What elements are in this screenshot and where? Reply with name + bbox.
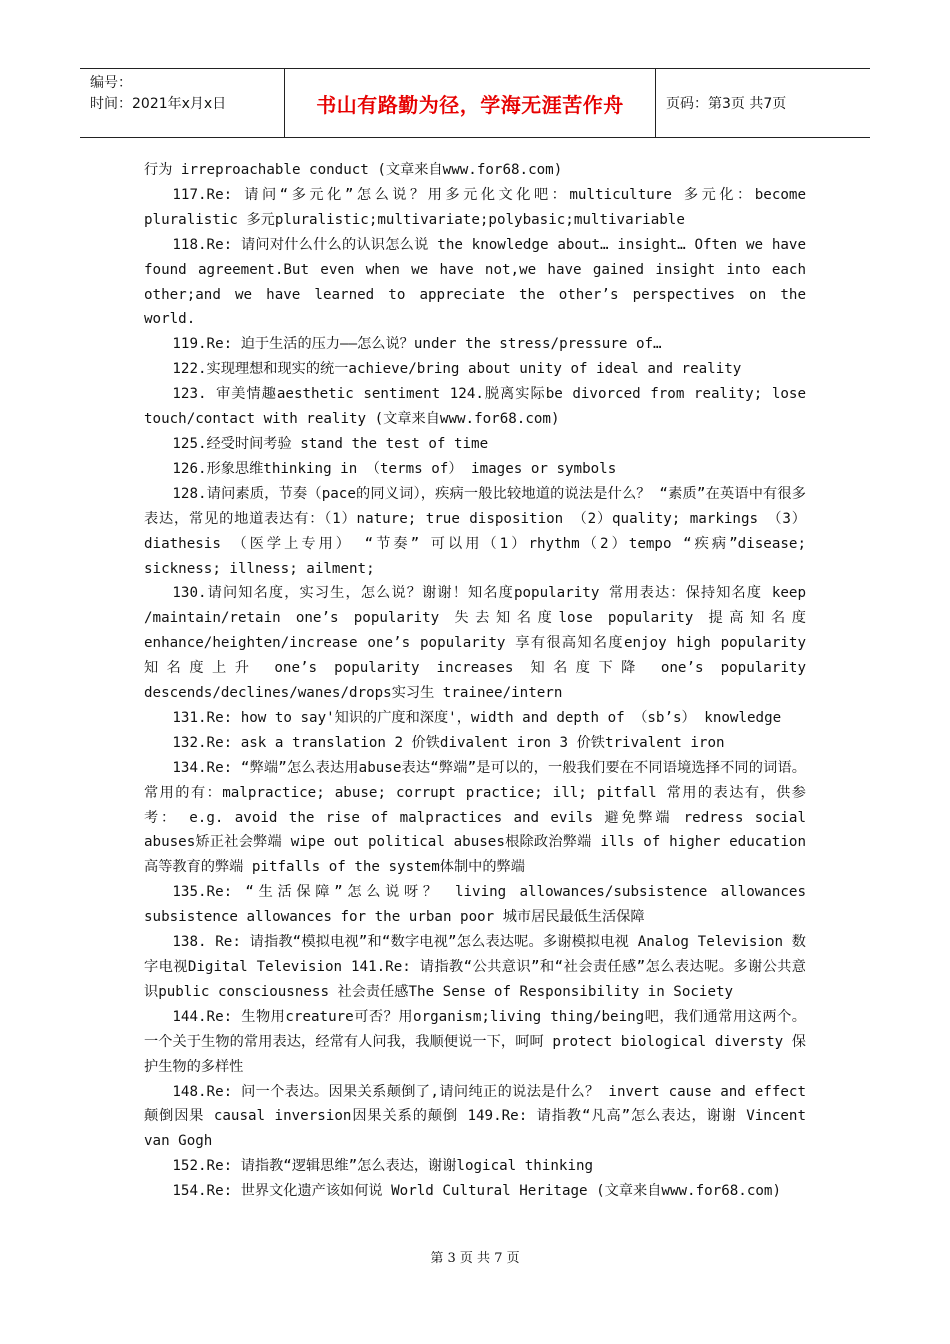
document-body [144, 158, 806, 1204]
paragraph: 122.实现理想和现实的统一achieve/bring about unity of ideal and reality [172, 361, 742, 378]
header-page-label: 页码：第3页 共7页 [666, 96, 787, 112]
paragraph: 130.请问知名度，实习生，怎么说？谢谢！知名度popularity 常用表达：保持知名度 keep /maintain/retain one’s popularity 失去知名度lose popularity 提高知名度enhance/heighten/increase one’s popularity 享有很高知名度enjoy high popularity 知名度上升 one’s popularity increases 知名度下降 one’s popularity descends/declines/wanes/drops实习生 trainee/intern [144, 585, 806, 702]
paragraph: 126.形象思维thinking in （terms of） images or symbols [172, 460, 617, 477]
page-header [80, 68, 870, 138]
paragraph: 132.Re: ask a translation 2 价铁divalent iron 3 价铁trivalent iron [172, 734, 725, 751]
paragraph: 134.Re: “弊端”怎么表达用abuse表达“弊端”是可以的，一般我们要在不同语境选择不同的词语。常用的有：malpractice; abuse; corrupt practice; ill; pitfall 常用的表达有，供参考： e.g. avoid the rise of malpractices and evils 避免弊端 redress social abuses矫正社会弊端 wipe out political abuses根除政治弊端 ills of higher education高等教育的弊端 pitfalls of the system体制中的弊端 [144, 759, 806, 876]
paragraph: 行为 irreproachable conduct (文章来自www.for68.com) [144, 162, 563, 178]
paragraph: 131.Re: how to say'知识的广度和深度'，width and depth of （sb’s） knowledge [172, 709, 782, 726]
paragraph: 144.Re: 生物用creature可否？用organism;living thing/being吧，我们通常用这两个。一个关于生物的常用表达，经常有人问我，我顺便说一下，呵呵 protect biological diversty 保护生物的多样性 [144, 1008, 806, 1075]
paragraph: 117.Re: 请问“多元化”怎么说？用多元化文化吧：multiculture 多元化：become pluralistic 多元pluralistic;multivariate;polybasic;multivariable [144, 186, 806, 228]
paragraph: 119.Re: 迫于生活的压力——怎么说？under the stress/pressure of… [172, 336, 662, 353]
paragraph: 154.Re: 世界文化遗产该如何说 World Cultural Heritage (文章来自www.for68.com) [172, 1183, 782, 1200]
number-label: 编号： [90, 75, 132, 91]
paragraph: 118.Re: 请问对什么什么的认识怎么说 the knowledge about… insight… Often we have found agreement.But even when we have not,we have gained insight into each other;and we have learned to appreciate the other’s perspectives on the world. [144, 236, 806, 328]
paragraph: 148.Re: 问一个表达。因果关系颠倒了,请问纯正的说法是什么？ invert cause and effect颠倒因果 causal inversion因果关系的颠倒 149.Re: 请指教“凡高”怎么表达，谢谢 Vincent van Gogh [144, 1083, 806, 1150]
paragraph: 125.经受时间考验 stand the test of time [172, 435, 489, 452]
header-motto: 书山有路勤为径，学海无涯苦作舟 [284, 69, 656, 137]
header-meta [80, 69, 284, 137]
page-footer: 第 3 页 共 7 页 [430, 1251, 520, 1266]
paragraph: 123. 审美情趣aesthetic sentiment 124.脱离实际be divorced from reality; lose touch/contact with reality (文章来自www.for68.com) [144, 386, 806, 428]
paragraph: 135.Re: “生活保障”怎么说呀？ living allowances/subsistence allowances subsistence allowances for the urban poor 城市居民最低生活保障 [144, 884, 806, 926]
date-label: 时间：2021年x月x日 [90, 96, 227, 112]
paragraph: 152.Re: 请指教“逻辑思维”怎么表达，谢谢logical thinking [172, 1158, 594, 1175]
paragraph: 128.请问素质，节奏（pace的同义词），疾病一般比较地道的说法是什么？ “素质”在英语中有很多表达，常见的地道表达有：（1）nature; true disposition （2）quality; markings （3） diathesis （医学上专用） “节奏” 可以用（1）rhythm（2）tempo “疾病”disease; sickness; illness; ailment; [144, 485, 806, 577]
paragraph: 138. Re: 请指教“模拟电视”和“数字电视”怎么表达呢。多谢模拟电视 Analog Television 数字电视Digital Television 141.Re: 请指教“公共意识”和“社会责任感”怎么表达呢。多谢公共意识public consciousness 社会责任感The Sense of Responsibility in Society [144, 934, 806, 1000]
